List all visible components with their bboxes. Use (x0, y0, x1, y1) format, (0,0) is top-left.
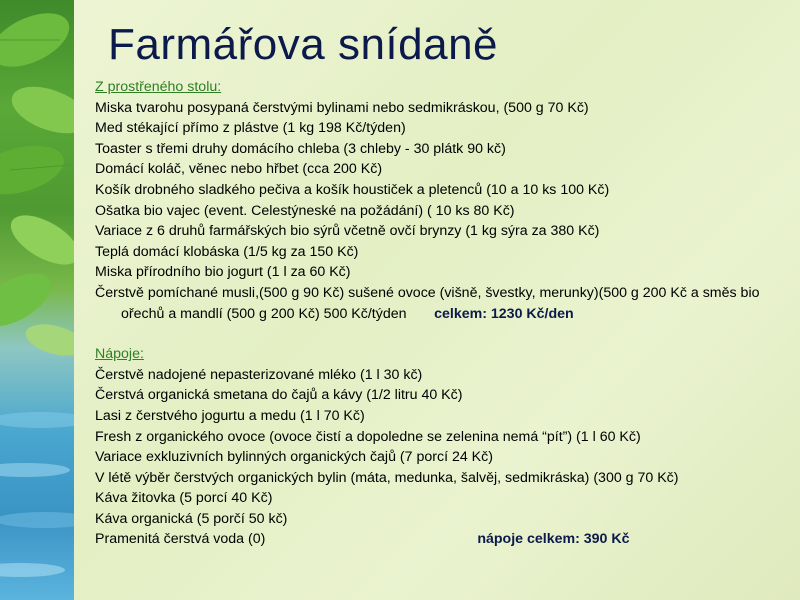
list-item (95, 283, 785, 324)
list-item: Teplá domácí klobáska (1/5 kg za 150 Kč) (95, 243, 359, 260)
table-total: celkem: 1230 Kč/den (434, 305, 574, 322)
drinks-total: nápoje celkem: 390 Kč (477, 531, 630, 548)
list-item: Káva organická (5 porčí 50 kč) (95, 510, 288, 527)
leaves-illustration (0, 0, 74, 600)
list-item: V létě výběr čerstvých organických bylin (máta, medunka, šalvěj, sedmikráska) (300 g 70 Kč) (95, 469, 679, 486)
section-heading-table: Z prostřeného stolu: (95, 79, 222, 95)
slide-title: Farmářova snídaně (108, 20, 499, 69)
musli-item-text: Čerstvě pomíchané musli,(500 g 90 Kč) sušené ovoce (višně, švestky, merunky)(500 g 200 Kč a směs bio ořechů a mandlí (500 g 200 Kč) 500 Kč/týden (95, 284, 760, 322)
list-item: Miska přírodního bio jogurt (1 l za 60 Kč) (95, 264, 351, 281)
decorative-leaf-water-strip (0, 0, 74, 600)
list-item: Toaster s třemi druhy domácího chleba (3 chleby - 30 plátk 90 kč) (95, 140, 506, 157)
list-item: Káva žitovka (5 porcí 40 Kč) (95, 490, 273, 507)
slide-content (95, 77, 785, 550)
list-item: Košík drobného sladkého pečiva a košík houstiček a pletenců (10 a 10 ks 100 Kč) (95, 181, 610, 198)
water-item-text: Pramenitá čerstvá voda (0) (95, 531, 266, 548)
list-item: Čerstvá organická smetana do čajů a kávy (1/2 litru 40 Kč) (95, 387, 463, 404)
list-item: Variace exkluzivních bylinných organických čajů (7 porcí 24 Kč) (95, 449, 493, 466)
list-item: Ošatka bio vajec (event. Celestýneské na požádání) ( 10 ks 80 Kč) (95, 202, 515, 219)
list-item: Domácí koláč, věnec nebo hřbet (cca 200 Kč) (95, 161, 383, 178)
drinks-items-list (95, 365, 785, 550)
list-item: Med stékající přímo z plástve (1 kg 198 Kč/týden) (95, 120, 406, 137)
list-item: Miska tvarohu posypaná čerstvými bylinami nebo sedmikráskou, (500 g 70 Kč) (95, 99, 589, 116)
list-item: Variace z 6 druhů farmářských bio sýrů včetně ovčí brynzy (1 kg sýra za 380 Kč) (95, 223, 600, 240)
list-item (95, 529, 785, 550)
list-item: Lasi z čerstvého jogurtu a medu (1 l 70 Kč) (95, 407, 365, 424)
list-item: Čerstvě nadojené nepasterizované mléko (1 l 30 kč) (95, 366, 423, 383)
list-item: Fresh z organického ovoce (ovoce čistí a dopoledne se zelenina nemá “pít”) (1 l 60 Kč) (95, 428, 641, 445)
table-items-list (95, 98, 785, 325)
section-heading-drinks: Nápoje: (95, 346, 144, 363)
